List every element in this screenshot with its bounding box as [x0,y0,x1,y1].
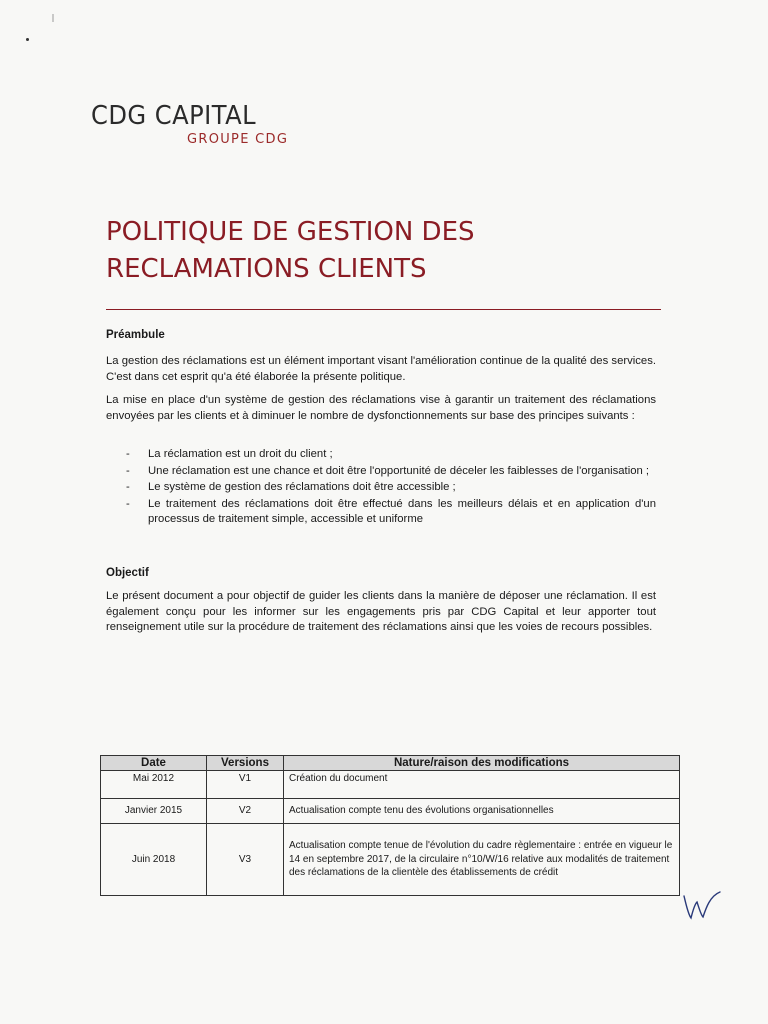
cell-nature: Actualisation compte tenue de l'évolution du cadre règlementaire : entrée en vigueur le 14 en septembre 2017, de la circulaire n°10/W/16 relative aux modalités de traitement des réclamations de la clientèle des établissements de crédit [284,824,680,896]
column-header-nature: Nature/raison des modifications [284,756,680,771]
company-logo [91,101,291,151]
cell-nature: Actualisation compte tenu des évolutions organisationnelles [284,799,680,824]
principles-list [106,447,656,529]
cell-date: Mai 2012 [101,771,207,799]
scan-mark [52,14,54,22]
principle-item: - Le traitement des réclamations doit être effectué dans les meilleurs délais et en application d'un processus de traitement simple, accessible et uniforme [106,497,656,528]
logo-subtitle: GROUPE CDG [187,132,289,147]
table-header-row [101,756,680,771]
principle-item: - Une réclamation est une chance et doit être l'opportunité de déceler les faiblesses de l'organisation ; [106,464,656,480]
preambule-paragraph-1: La gestion des réclamations est un élément important visant l'amélioration continue de la qualité des services. C'est dans cet esprit qu'a été élaborée la présente politique. [106,355,656,383]
handwritten-initials [680,888,724,924]
preambule-paragraph-2: La mise en place d'un système de gestion des réclamations vise à garantir un traitement des réclamations envoyées par les clients et à diminuer le nombre de dysfonctionnements sur base des principes suivants : [106,394,656,422]
principle-item: - La réclamation est un droit du client ; [106,447,656,463]
logo-wordmark: CDG CAPITAL [91,101,257,131]
principle-item: - Le système de gestion des réclamations doit être accessible ; [106,480,656,496]
title-divider [106,309,661,310]
cell-date: Juin 2018 [101,824,207,896]
document-title-line-2: RECLAMATIONS CLIENTS [106,254,427,284]
column-header-versions: Versions [207,756,284,771]
cell-version: V1 [207,771,284,799]
scan-speck [26,38,29,41]
cell-nature: Création du document [284,771,680,799]
document-title-line-1: POLITIQUE DE GESTION DES [106,217,475,247]
table-row [101,799,680,824]
cell-version: V3 [207,824,284,896]
table-row [101,771,680,799]
document-title [106,214,666,288]
table-row [101,824,680,896]
version-history-table [100,755,680,896]
objectif-heading: Objectif [106,567,149,579]
cell-version: V2 [207,799,284,824]
objectif-paragraph: Le présent document a pour objectif de guider les clients dans la manière de déposer une réclamation. Il est également conçu pour les informer sur les engagements pris par CDG Capital et leur apporter tout renseignement utile sur la procédure de traitement des réclamations ainsi que les voies de recours possibles. [106,590,656,633]
cell-date: Janvier 2015 [101,799,207,824]
preambule-heading: Préambule [106,329,165,341]
column-header-date: Date [101,756,207,771]
